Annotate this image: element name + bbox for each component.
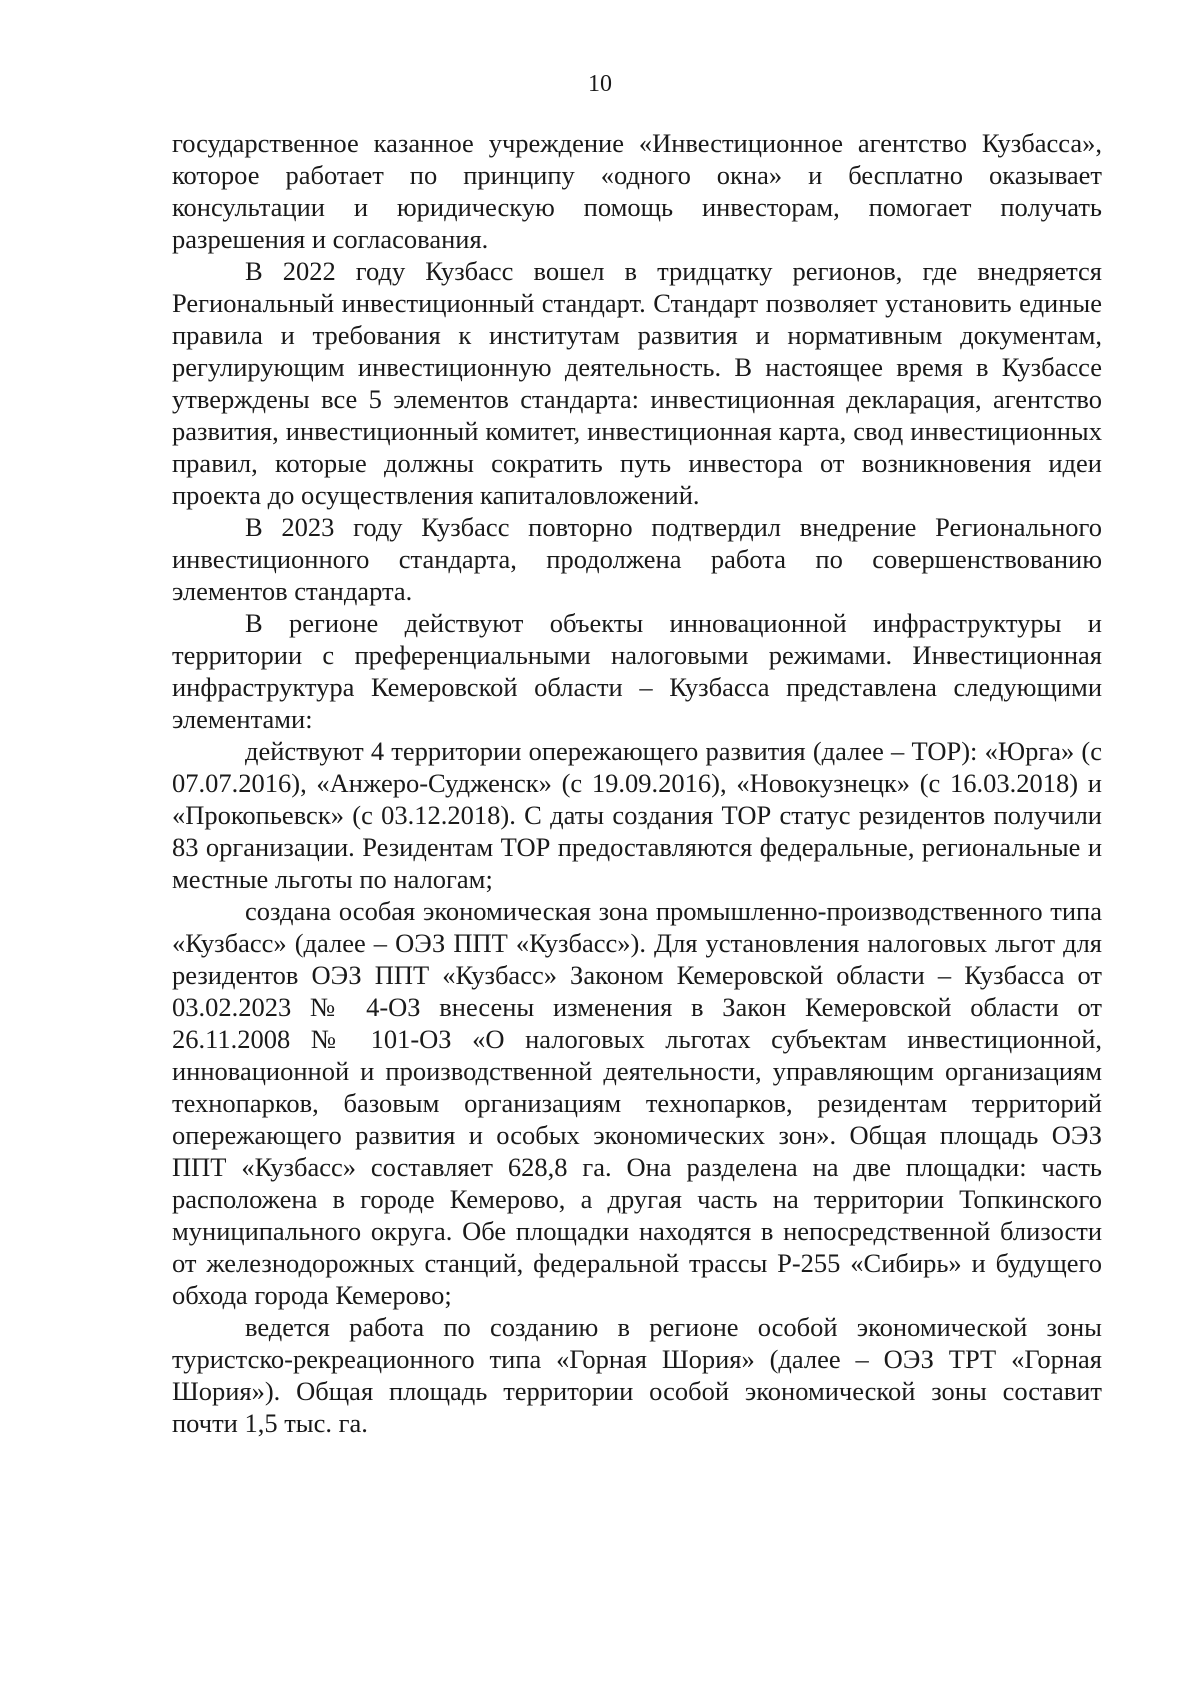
paragraph-investment-standard-2023: В 2023 году Кузбасс повторно подтвердил внедрение Регионального инвестиционного стандарта, продолжена работа по совершенствованию элементов стандарта.	[172, 512, 1102, 606]
page-number: 10	[588, 71, 612, 97]
paragraph-tor-territories: действуют 4 территории опережающего развития (далее – ТОР): «Юрга» (с 07.07.2016), «Анжеро-Судженск» (с 19.09.2016), «Новокузнецк» (с 16.03.2018) и «Прокопьевск» (с 03.12.2018). С даты создания ТОР статус резидентов получили 83 организации. Резидентам ТОР предоставляются федеральные, региональные и местные льготы по налогам;	[172, 736, 1102, 894]
paragraph-oez-ppt-kuzbass: создана особая экономическая зона промышленно-производственного типа «Кузбасс» (далее – ОЭЗ ППТ «Кузбасс»). Для установления налоговых льгот для резидентов ОЭЗ ППТ «Кузбасс» Законом Кемеровской области – Кузбасса от 03.02.2023 № 4-ОЗ внесены изменения в Закон Кемеровской области от 26.11.2008 № 101-ОЗ «О налоговых льготах субъектам инвестиционной, инновационной и производственной деятельности, управляющим организациям технопарков, базовым организациям технопарков, резидентам территорий опережающего развития и особых экономических зон». Общая площадь ОЭЗ ППТ «Кузбасс» составляет 628,8 га. Она разделена на две площадки: часть расположена в городе Кемерово, а другая часть на территории Топкинского муниципального округа. Обе площадки находятся в непосредственной близости от железнодорожных станций, федеральной трассы Р-255 «Сибирь» и будущего обхода города Кемерово;	[172, 896, 1102, 1310]
paragraph-infrastructure-overview: В регионе действуют объекты инновационной инфраструктуры и территории с преференциальными налоговыми режимами. Инвестиционная инфраструктура Кемеровской области – Кузбасса представлена следующими элементами:	[172, 608, 1102, 734]
document-body	[172, 127, 1102, 1439]
paragraph-intro-continuation: государственное казанное учреждение «Инвестиционное агентство Кузбасса», которое работает по принципу «одного окна» и бесплатно оказывает консультации и юридическую помощь инвесторам, помогает получать разрешения и согласования.	[172, 128, 1102, 254]
paragraph-investment-standard-2022: В 2022 году Кузбасс вошел в тридцатку регионов, где внедряется Региональный инвестиционный стандарт. Стандарт позволяет установить единые правила и требования к институтам развития и нормативным документам, регулирующим инвестиционную деятельность. В настоящее время в Кузбассе утверждены все 5 элементов стандарта: инвестиционная декларация, агентство развития, инвестиционный комитет, инвестиционная карта, свод инвестиционных правил, которые должны сократить путь инвестора от возникновения идеи проекта до осуществления капиталовложений.	[172, 256, 1102, 510]
paragraph-oez-trt-gornaya-shoria: ведется работа по созданию в регионе особой экономической зоны туристско-рекреационного типа «Горная Шория» (далее – ОЭЗ ТРТ «Горная Шория»). Общая площадь территории особой экономической зоны составит почти 1,5 тыс. га.	[172, 1312, 1102, 1438]
